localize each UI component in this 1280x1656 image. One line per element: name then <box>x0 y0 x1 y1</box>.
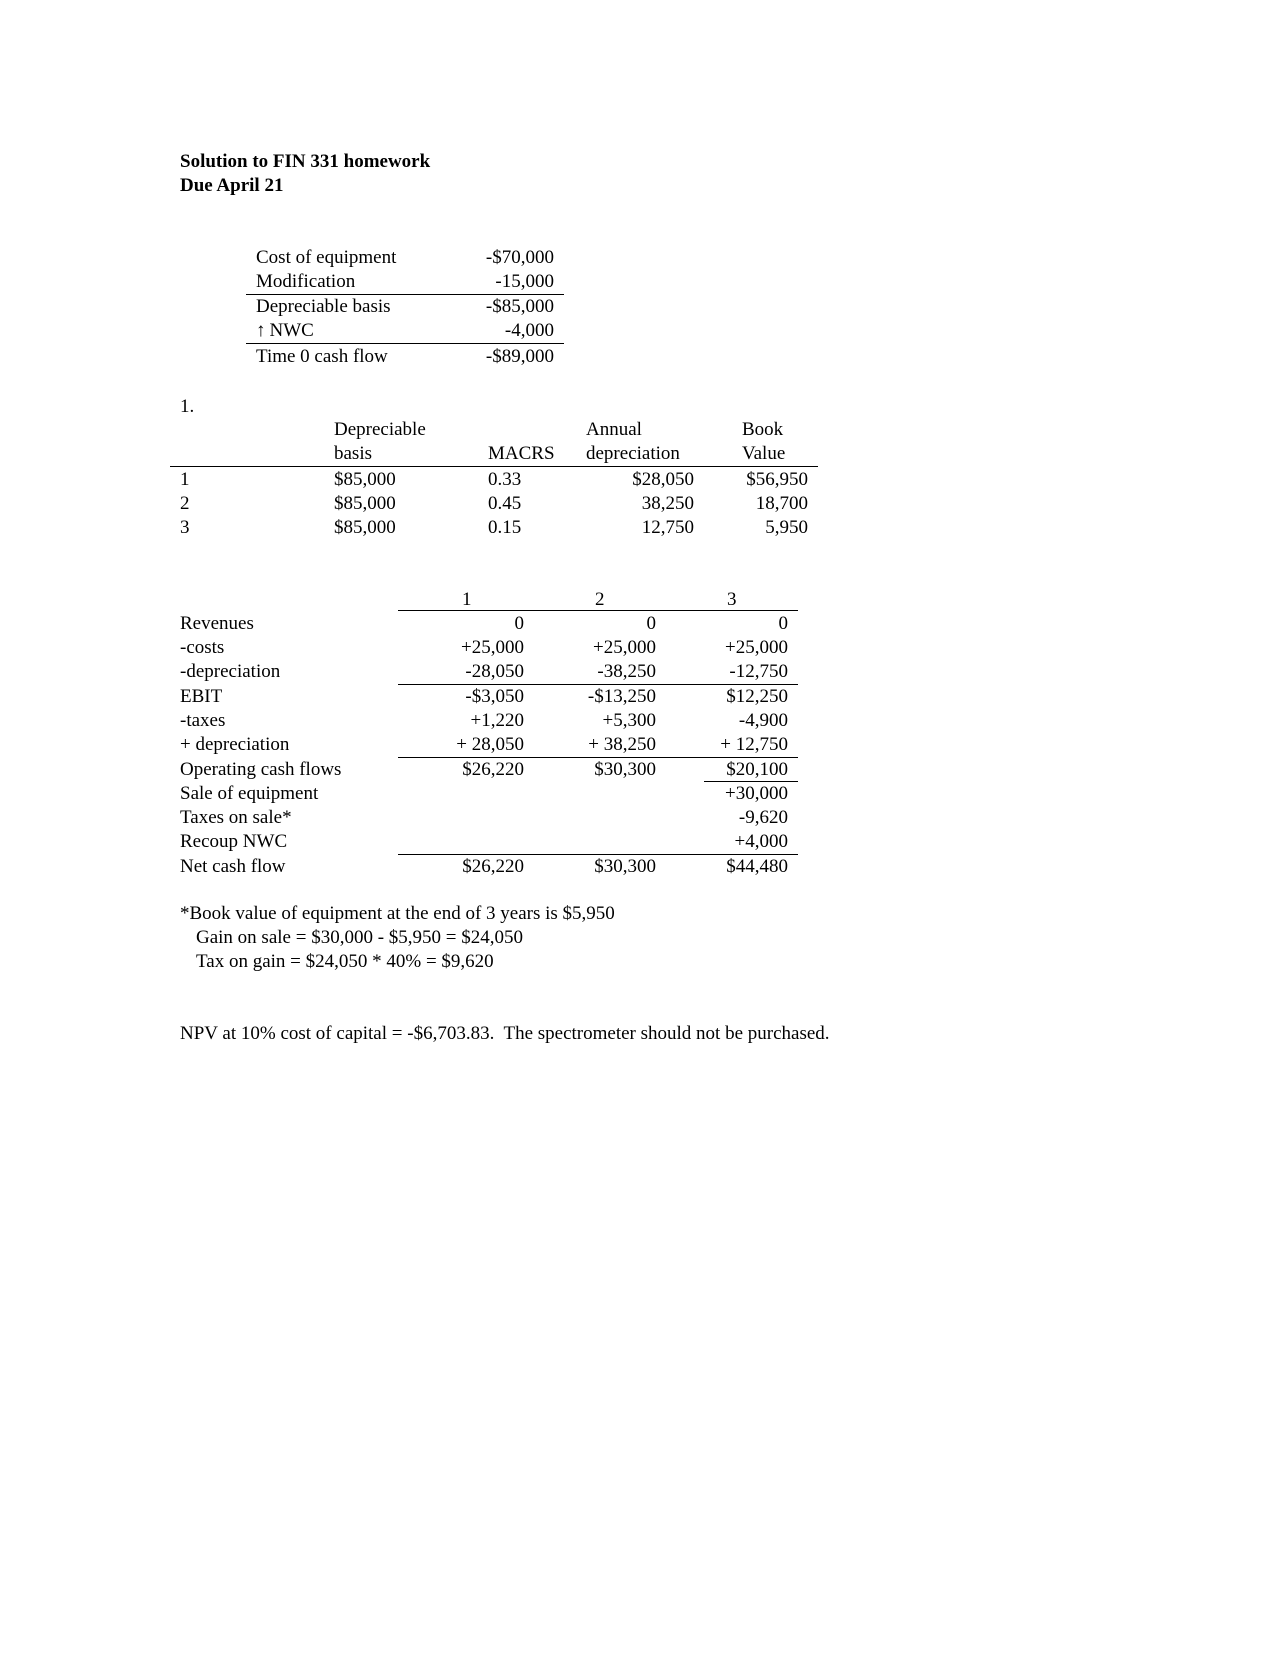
cf-year-header: 3 <box>727 589 737 610</box>
col-header-basis: Depreciable <box>334 419 426 440</box>
col-header-basis: basis <box>334 443 372 464</box>
cf-value: +25,000 <box>461 637 524 658</box>
cf-value: -28,050 <box>465 661 524 682</box>
cf-row-label: Revenues <box>180 613 254 634</box>
cf-value: 0 <box>646 613 656 634</box>
cf-row-label: -costs <box>180 637 225 658</box>
cf-value: +4,000 <box>734 831 788 852</box>
cf-value: + 28,050 <box>456 734 524 755</box>
cf-value: -9,620 <box>738 807 788 828</box>
cf-value: +25,000 <box>725 637 788 658</box>
time0-value: -4,000 <box>504 320 554 341</box>
cf-value: $44,480 <box>726 856 788 877</box>
depr-annual: $28,050 <box>632 469 694 490</box>
time0-value: -$89,000 <box>485 346 554 367</box>
npv-conclusion: NPV at 10% cost of capital = -$6,703.83. The spectrometer should not be purchased. <box>180 1023 830 1044</box>
cf-row-label: -taxes <box>180 710 226 731</box>
depr-book: $56,950 <box>746 469 808 490</box>
note-book-value: *Book value of equipment at the end of 3 years is $5,950 <box>180 903 615 924</box>
cf-value: -$3,050 <box>465 686 524 707</box>
cf-value: +25,000 <box>593 637 656 658</box>
time0-value: -$70,000 <box>485 247 554 268</box>
note-tax: Tax on gain = $24,050 * 40% = $9,620 <box>196 951 494 972</box>
nwc-label: NWC <box>269 320 314 341</box>
col-header-macrs: MACRS <box>488 443 555 464</box>
col-header-book: Value <box>742 443 786 464</box>
cf-value: +5,300 <box>602 710 656 731</box>
depr-book: 5,950 <box>765 517 808 538</box>
cf-value: -4,900 <box>738 710 788 731</box>
time0-value: -$85,000 <box>485 296 554 317</box>
time0-label: Cost of equipment <box>256 247 397 268</box>
cf-value: + 12,750 <box>720 734 788 755</box>
divider <box>398 610 798 611</box>
cf-value: +1,220 <box>470 710 524 731</box>
cf-row-label: EBIT <box>180 686 223 707</box>
cf-value: +30,000 <box>725 783 788 804</box>
divider <box>704 781 798 782</box>
time0-value: -15,000 <box>495 271 554 292</box>
divider <box>398 757 798 758</box>
cf-value: $20,100 <box>726 759 788 780</box>
cf-value: + 38,250 <box>588 734 656 755</box>
cf-value: 0 <box>778 613 788 634</box>
cf-row-label: Sale of equipment <box>180 783 319 804</box>
depr-macrs: 0.33 <box>488 469 522 490</box>
time0-label-nwc <box>256 321 314 340</box>
note-gain: Gain on sale = $30,000 - $5,950 = $24,050 <box>196 927 523 948</box>
cf-row-label: Operating cash flows <box>180 759 342 780</box>
question-number: 1. <box>180 396 195 417</box>
cf-value: $26,220 <box>462 856 524 877</box>
depr-macrs: 0.15 <box>488 517 522 538</box>
depr-year: 3 <box>180 517 190 538</box>
depr-basis: $85,000 <box>334 469 396 490</box>
depr-macrs: 0.45 <box>488 493 522 514</box>
time0-label: Time 0 cash flow <box>256 346 388 367</box>
depr-year: 1 <box>180 469 190 490</box>
cf-value: $30,300 <box>594 759 656 780</box>
cf-value: -12,750 <box>729 661 788 682</box>
document-title: Solution to FIN 331 homework <box>180 151 431 172</box>
col-header-book: Book <box>742 419 784 440</box>
divider <box>170 466 818 467</box>
cf-row-label: -depreciation <box>180 661 281 682</box>
up-arrow-icon: ↑ <box>256 320 266 341</box>
cf-row-label: Recoup NWC <box>180 831 288 852</box>
depr-year: 2 <box>180 493 190 514</box>
divider <box>398 854 798 855</box>
divider <box>246 343 564 344</box>
cf-row-label: Taxes on sale* <box>180 807 292 828</box>
cf-year-header: 2 <box>595 589 605 610</box>
cf-value: -38,250 <box>597 661 656 682</box>
depr-book: 18,700 <box>755 493 808 514</box>
time0-label: Depreciable basis <box>256 296 391 317</box>
cf-row-label: Net cash flow <box>180 856 286 877</box>
depr-annual: 12,750 <box>641 517 694 538</box>
due-date: Due April 21 <box>180 175 284 196</box>
col-header-annual: depreciation <box>586 443 680 464</box>
cf-value: -$13,250 <box>587 686 656 707</box>
depr-annual: 38,250 <box>641 493 694 514</box>
cf-value: $30,300 <box>594 856 656 877</box>
cf-year-header: 1 <box>462 589 472 610</box>
depr-basis: $85,000 <box>334 493 396 514</box>
cf-value: $12,250 <box>726 686 788 707</box>
divider <box>246 294 564 295</box>
divider <box>398 684 798 685</box>
cf-row-label: + depreciation <box>180 734 290 755</box>
col-header-annual: Annual <box>586 419 642 440</box>
cf-value: $26,220 <box>462 759 524 780</box>
time0-label: Modification <box>256 271 356 292</box>
depr-basis: $85,000 <box>334 517 396 538</box>
cf-value: 0 <box>514 613 524 634</box>
